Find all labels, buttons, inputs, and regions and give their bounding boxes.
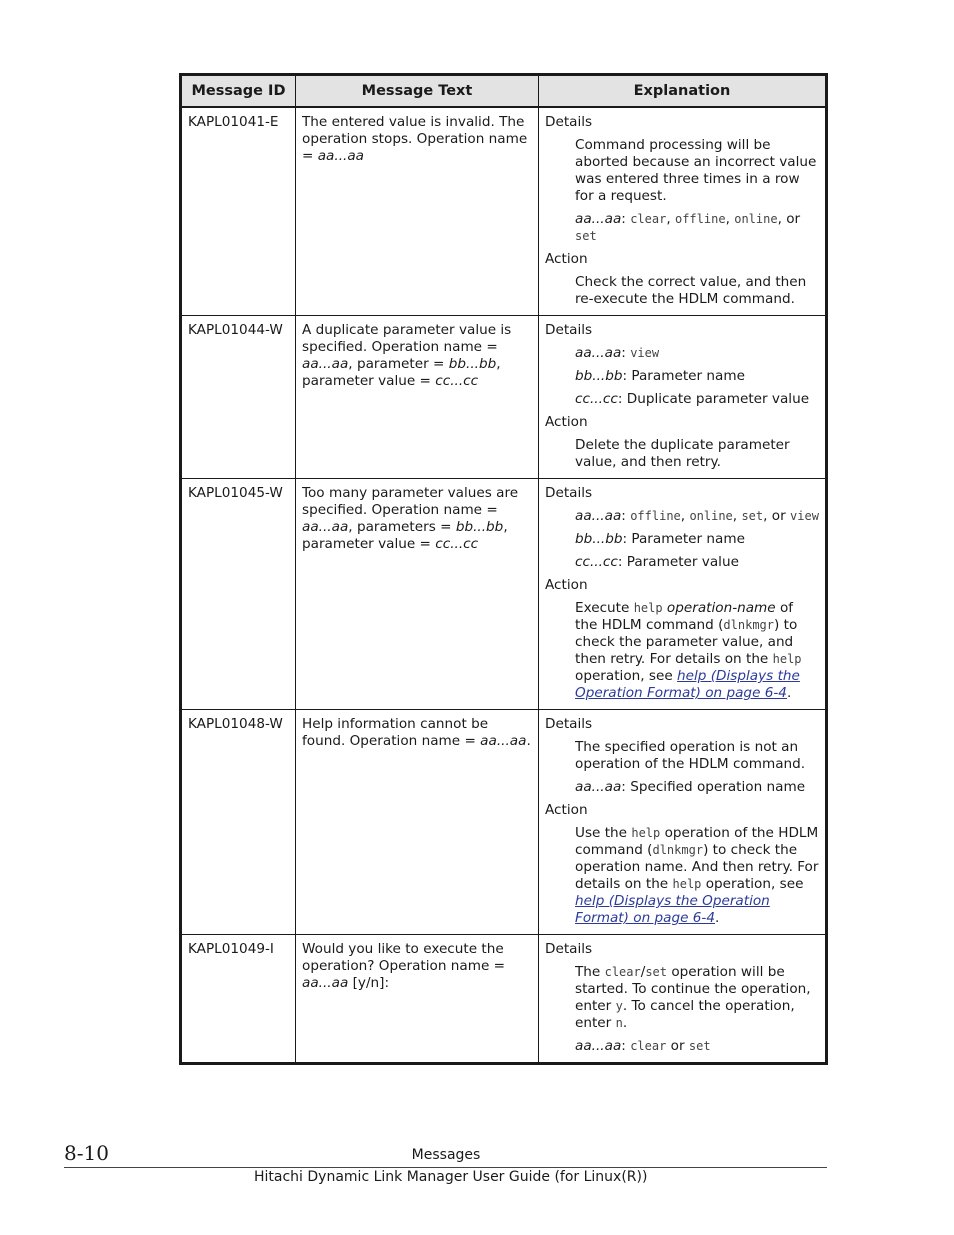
details-item: aa...aa: clear, offline, online, or set [575,211,801,243]
message-text: A duplicate parameter value is specified. Operation name = aa...aa, parameter = bb...bb, parameter value = cc...cc [296,316,539,479]
details-label: Details [545,485,593,501]
explanation [539,710,827,935]
action-label: Action [545,577,588,593]
footer-divider [64,1167,827,1168]
table-row [181,479,827,710]
message-text: The entered value is invalid. The operation stops. Operation name = aa...aa [296,107,539,316]
action-text: Delete the duplicate parameter value, and then retry. [575,437,790,470]
details-item: bb...bb: Parameter name [575,368,745,384]
table-row [181,935,827,1064]
help-page-link[interactable]: help (Displays the Operation Format) on page 6-4 [575,668,800,701]
action-text: Execute help operation-name of the HDLM command (dlnkmgr) to check the parameter value, and then retry. For details on the help operation, see help (Displays the Operation Format) on page 6-4. [575,600,802,701]
message-id: KAPL01045-W [181,479,296,710]
details-item: aa...aa: view [575,345,660,361]
action-label: Action [545,802,588,818]
action-text: Use the help operation of the HDLM command (dlnkmgr) to check the operation name. And then retry. For details on the help operation, see help (Displays the Operation Format) on page 6-4. [575,825,819,926]
table-header-row [181,75,827,108]
message-id: KAPL01041-E [181,107,296,316]
details-label: Details [545,941,593,957]
message-id: KAPL01049-I [181,935,296,1064]
explanation [539,479,827,710]
action-label: Action [545,251,588,267]
message-text: Would you like to execute the operation? Operation name = aa...aa [y/n]: [296,935,539,1064]
details-item: aa...aa: clear or set [575,1038,711,1054]
header-message-text: Message Text [296,75,539,108]
help-page-link[interactable]: help (Displays the Operation Format) on page 6-4 [575,893,770,926]
details-item: The specified operation is not an operation of the HDLM command. [575,739,806,772]
book-title: Hitachi Dynamic Link Manager User Guide (for Linux(R)) [254,1169,648,1185]
explanation [539,316,827,479]
table-row [181,316,827,479]
message-id: KAPL01048-W [181,710,296,935]
details-item: cc...cc: Duplicate parameter value [575,391,810,407]
page-number: 8-10 [64,1141,109,1165]
message-text: Help information cannot be found. Operation name = aa...aa. [296,710,539,935]
details-item: aa...aa: Specified operation name [575,779,806,795]
details-label: Details [545,114,593,130]
table-row [181,107,827,316]
details-label: Details [545,322,593,338]
messages-table [179,73,828,1065]
message-text: Too many parameter values are specified. Operation name = aa...aa, parameters = bb...bb, parameter value = cc...cc [296,479,539,710]
action-label: Action [545,414,588,430]
explanation [539,107,827,316]
details-item: The clear/set operation will be started. To continue the operation, enter y. To cancel the operation, enter n. [575,964,811,1031]
details-item: Command processing will be aborted because an incorrect value was entered three times in a row for a request. [575,137,817,204]
details-label: Details [545,716,593,732]
section-title: Messages [411,1147,481,1163]
details-item: bb...bb: Parameter name [575,531,745,547]
details-item: cc...cc: Parameter value [575,554,739,570]
explanation [539,935,827,1064]
action-text: Check the correct value, and then re-execute the HDLM command. [575,274,807,307]
header-explanation: Explanation [539,75,827,108]
header-message-id: Message ID [181,75,296,108]
message-id: KAPL01044-W [181,316,296,479]
details-item: aa...aa: offline, online, set, or view [575,508,819,524]
table-row [181,710,827,935]
